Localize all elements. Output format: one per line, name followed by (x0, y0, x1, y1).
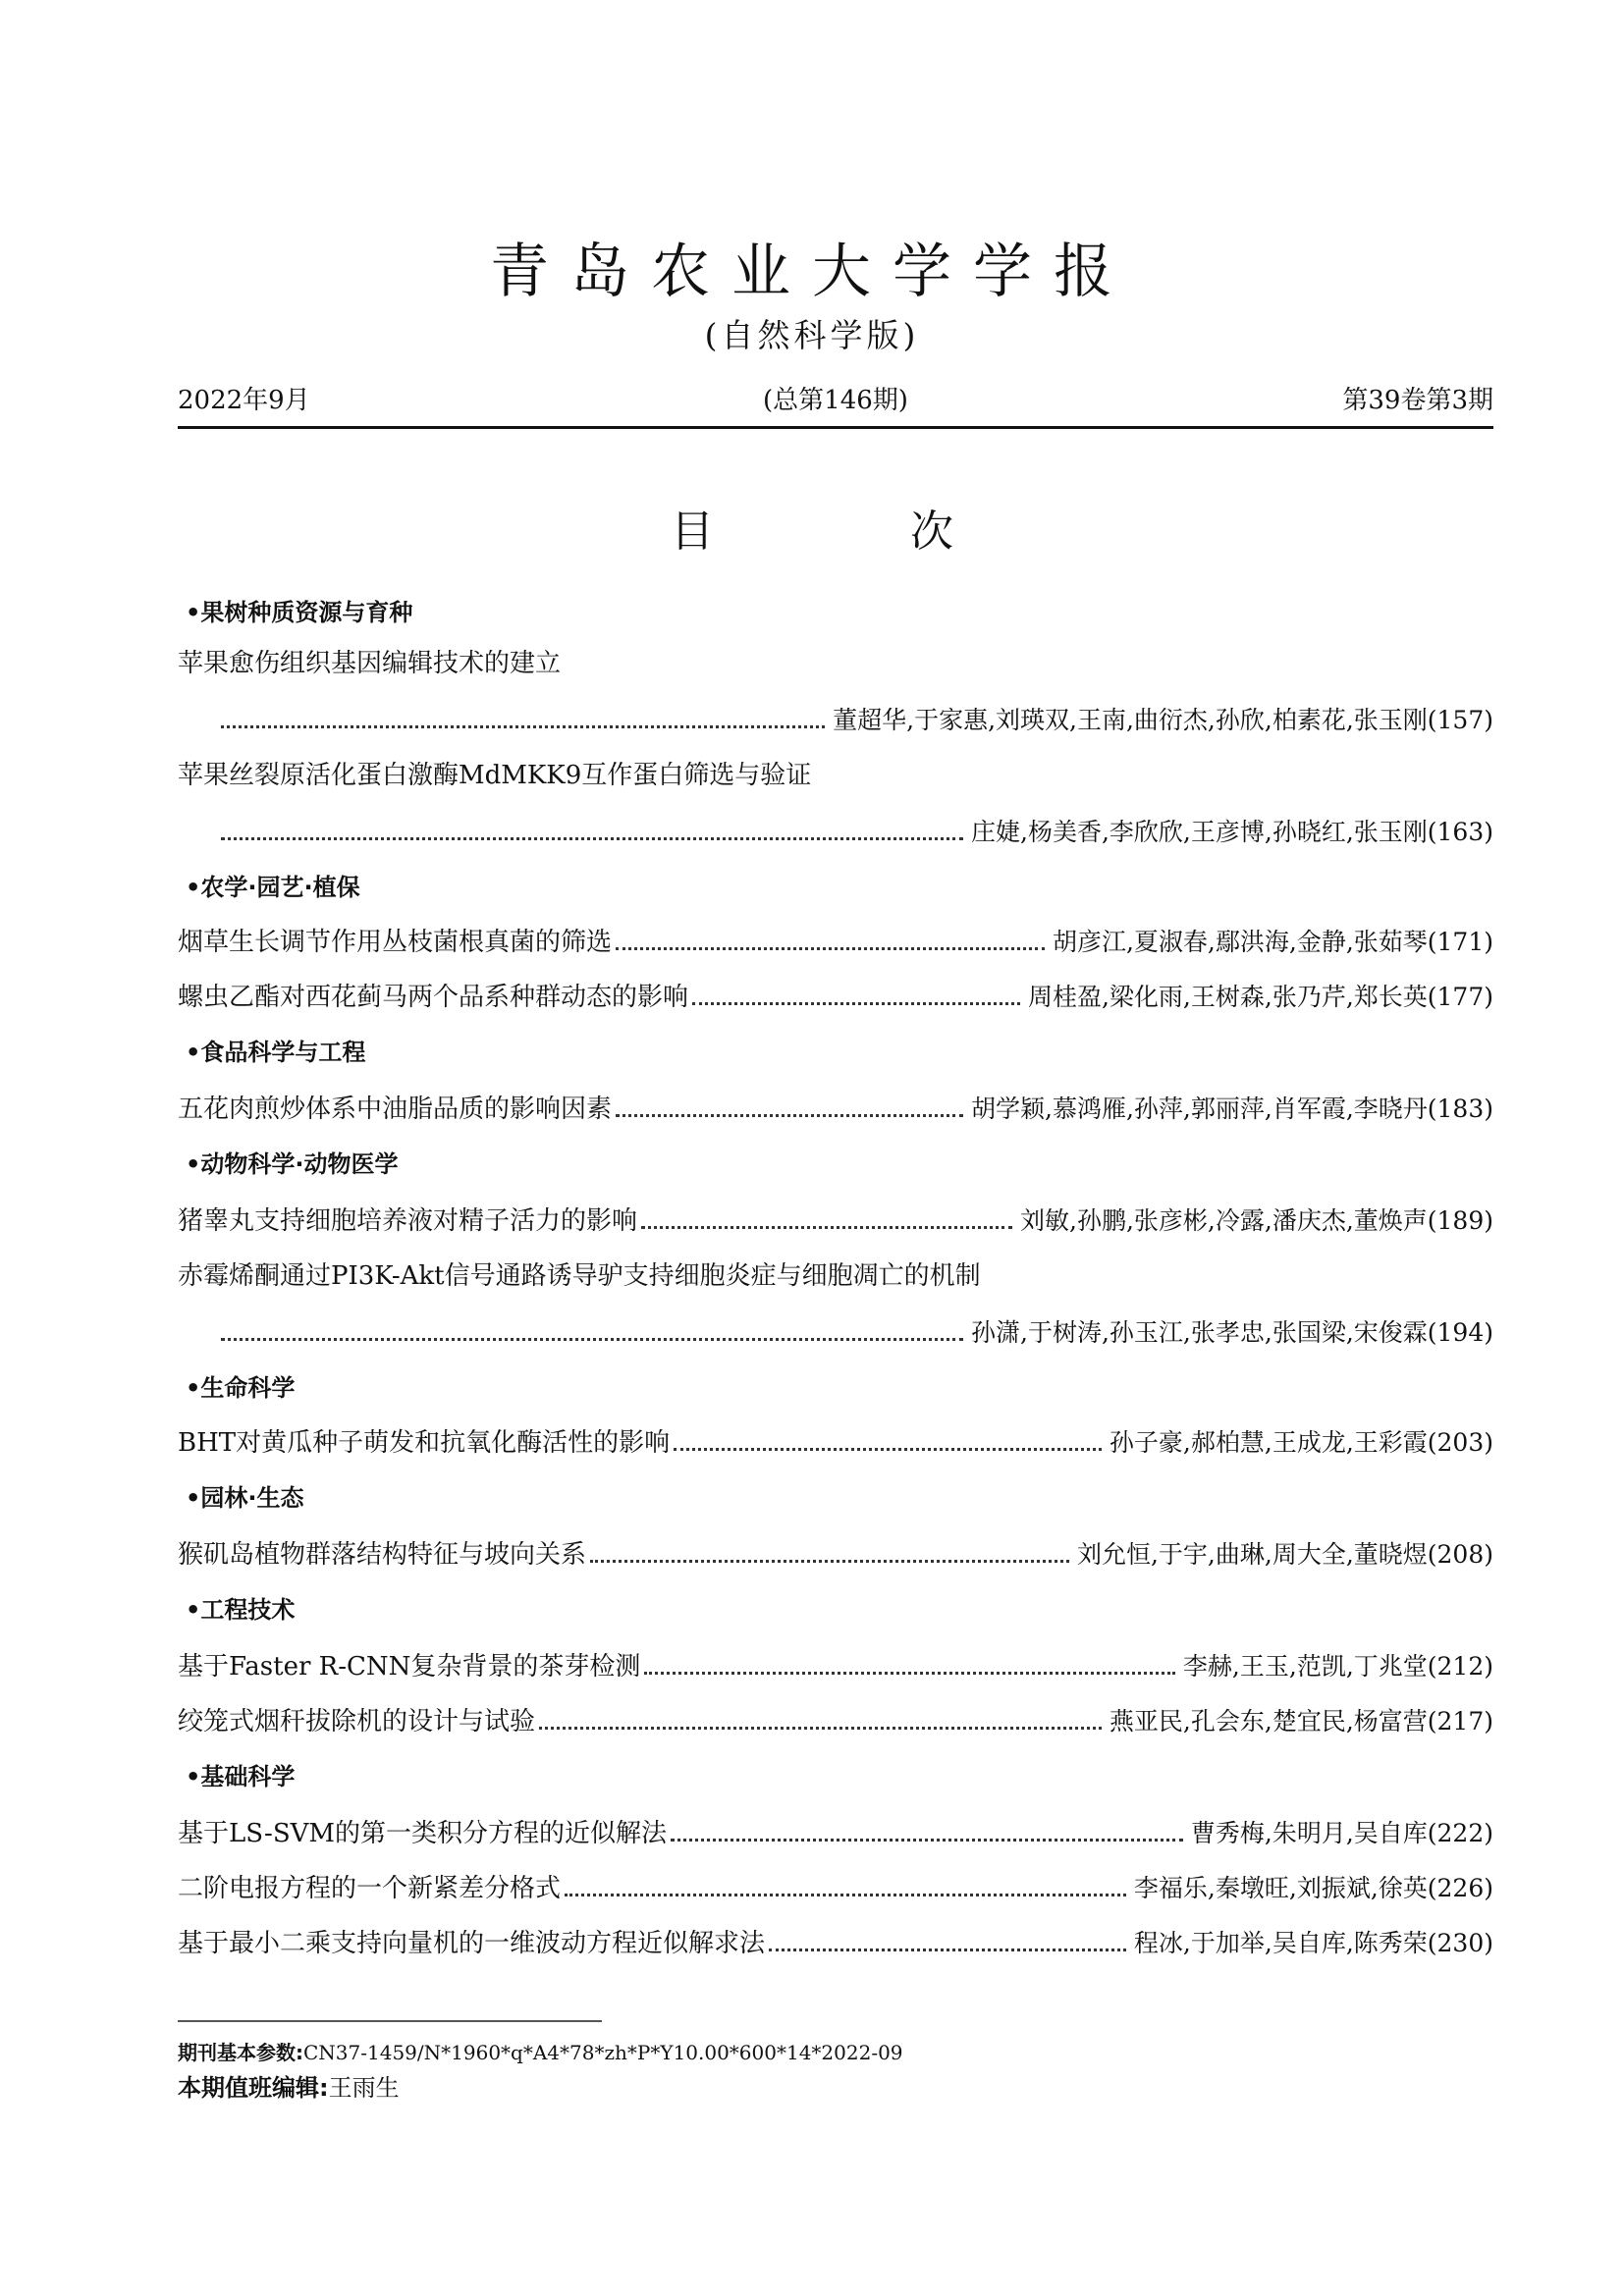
article-title: 绞笼式烟秆拔除机的设计与试验 (178, 1707, 536, 1736)
issue-date: 2022年9月 (178, 386, 310, 415)
toc-entry[interactable] (178, 1702, 1493, 1741)
issue-total-number: (总第146期) (763, 386, 908, 415)
section-heading: •工程技术 (186, 1596, 296, 1624)
article-authors-page: 刘允恒,于宇,曲琳,周大全,董晓煜(208) (1076, 1540, 1493, 1569)
leader-dots (221, 1338, 963, 1341)
leader-dots (565, 1894, 1126, 1896)
article-title: 猪睾丸支持细胞培养液对精子活力的影响 (178, 1206, 638, 1236)
section-heading: •基础科学 (186, 1763, 296, 1790)
article-authors-page: 董超华,于家惠,刘瑛双,王南,曲衍杰,孙欣,柏素花,张玉刚(157) (833, 706, 1493, 734)
article-title[interactable]: 苹果愈伤组织基因编辑技术的建立 (178, 649, 562, 678)
toc-entry[interactable] (178, 1535, 1493, 1575)
article-title: 螺虫乙酯对西花蓟马两个品系种群动态的影响 (178, 983, 689, 1012)
leader-dots (616, 1114, 963, 1117)
toc-entry[interactable] (217, 1313, 1493, 1353)
section-heading: •生命科学 (186, 1374, 296, 1402)
article-authors-page: 程冰,于加举,吴自库,陈秀荣(230) (1133, 1929, 1493, 1957)
leader-dots (539, 1727, 1102, 1730)
leader-dots (590, 1560, 1069, 1563)
section-heading: •园林·生态 (186, 1484, 304, 1512)
article-title: 猴矶岛植物群落结构特征与坡向关系 (178, 1540, 587, 1570)
toc-entry[interactable] (178, 1090, 1493, 1129)
article-authors-page: 刘敏,孙鹏,张彦彬,冷露,潘庆杰,董焕声(189) (1020, 1206, 1493, 1235)
article-authors-page: 李赫,王玉,范凯,丁兆堂(212) (1182, 1652, 1493, 1681)
toc-entry[interactable] (178, 978, 1493, 1017)
toc-entry[interactable] (178, 1814, 1493, 1853)
article-title[interactable]: 苹果丝裂原活化蛋白激酶MdMKK9互作蛋白筛选与验证 (178, 761, 812, 790)
article-title: BHT对黄瓜种子萌发和抗氧化酶活性的影响 (178, 1428, 671, 1458)
leader-dots (769, 1949, 1126, 1951)
article-title: 基于最小二乘支持向量机的一维波动方程近似解求法 (178, 1929, 766, 1958)
footnote-divider (178, 2020, 602, 2022)
article-authors-page: 胡学颖,慕鸿雁,孙萍,郭丽萍,肖军霞,李晓丹(183) (971, 1095, 1493, 1123)
article-authors-page: 胡彦江,夏淑春,鄢洪海,金静,张茹琴(171) (1052, 928, 1493, 956)
section-heading: •食品科学与工程 (186, 1039, 366, 1066)
leader-dots (671, 1839, 1183, 1842)
toc-entry[interactable] (178, 1201, 1493, 1241)
issue-volume-number: 第39卷第3期 (1342, 386, 1493, 415)
issue-info-bar (178, 381, 1493, 420)
article-title: 二阶电报方程的一个新紧差分格式 (178, 1874, 562, 1903)
toc-entry[interactable] (217, 813, 1493, 852)
editor-label: 本期值班编辑: (178, 2074, 329, 2102)
journal-subtitle: (自然科学版) (704, 316, 920, 354)
article-authors-page: 周桂盈,梁化雨,王树森,张乃芹,郑长英(177) (1027, 983, 1493, 1011)
section-heading: •动物科学·动物医学 (186, 1150, 399, 1178)
leader-dots (221, 837, 963, 840)
journal-title: 青岛农业大学学报 (490, 238, 1134, 306)
leader-dots (221, 725, 825, 728)
article-title: 五花肉煎炒体系中油脂品质的影响因素 (178, 1095, 613, 1124)
article-authors-page: 李福乐,秦墩旺,刘振斌,徐英(226) (1133, 1874, 1493, 1902)
params-value: CN37-1459/N*1960*q*A4*78*zh*P*Y10.00*600*14*2022-09 (303, 2041, 903, 2064)
toc-entry[interactable] (178, 923, 1493, 962)
duty-editor (178, 2073, 400, 2103)
header-divider (178, 426, 1493, 429)
article-authors-page: 燕亚民,孔会东,楚宜民,杨富营(217) (1109, 1707, 1493, 1735)
article-authors-page: 庄婕,杨美香,李欣欣,王彦博,孙晓红,张玉刚(163) (971, 818, 1493, 846)
leader-dots (644, 1672, 1175, 1675)
article-title: 基于LS-SVM的第一类积分方程的近似解法 (178, 1819, 668, 1848)
toc-entry[interactable] (178, 1423, 1493, 1463)
toc-entry[interactable] (217, 701, 1493, 740)
journal-parameters (178, 2038, 903, 2067)
article-title: 烟草生长调节作用丛枝菌根真菌的筛选 (178, 928, 613, 957)
leader-dots (674, 1448, 1102, 1451)
article-authors-page: 孙子豪,郝柏慧,王成龙,王彩霞(203) (1109, 1428, 1493, 1457)
article-authors-page: 曹秀梅,朱明月,吴自库(222) (1190, 1819, 1493, 1847)
leader-dots (641, 1226, 1012, 1229)
editor-value: 王雨生 (328, 2074, 400, 2102)
toc-entry[interactable] (178, 1647, 1493, 1686)
leader-dots (692, 1002, 1020, 1005)
params-label: 期刊基本参数: (178, 2041, 303, 2064)
article-title[interactable]: 赤霉烯酮通过PI3K-Akt信号通路诱导驴支持细胞炎症与细胞凋亡的机制 (178, 1261, 981, 1291)
toc-heading: 目 次 (671, 507, 1030, 557)
section-heading: •果树种质资源与育种 (186, 599, 413, 626)
article-authors-page: 孙潇,于树涛,孙玉江,张孝忠,张国梁,宋俊霖(194) (971, 1318, 1493, 1347)
leader-dots (616, 947, 1045, 950)
section-heading: •农学·园艺·植保 (186, 874, 360, 901)
toc-entry[interactable] (178, 1869, 1493, 1908)
toc-entry[interactable] (178, 1924, 1493, 1963)
article-title: 基于Faster R-CNN复杂背景的茶芽检测 (178, 1652, 641, 1682)
